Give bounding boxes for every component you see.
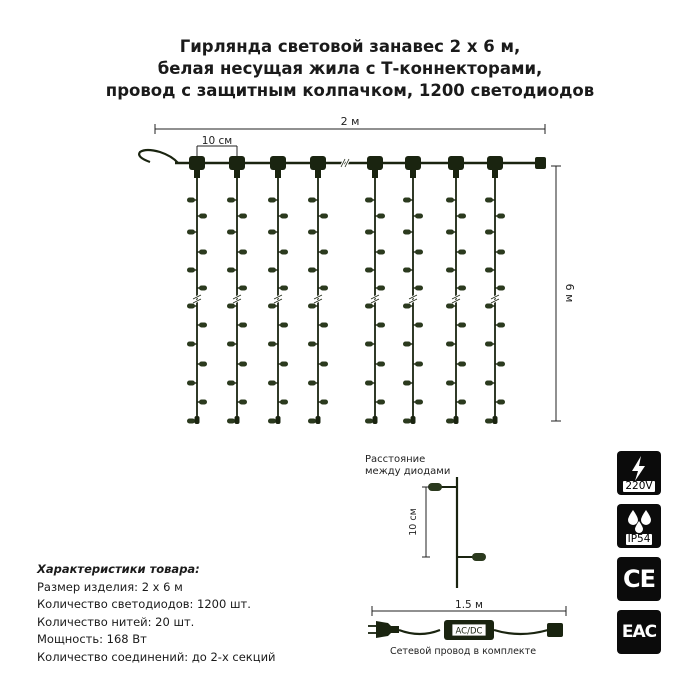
led bbox=[227, 268, 235, 273]
led bbox=[239, 362, 247, 367]
led bbox=[239, 286, 247, 291]
led bbox=[377, 286, 385, 291]
led bbox=[377, 362, 385, 367]
led bbox=[446, 268, 454, 273]
led bbox=[308, 230, 316, 235]
led bbox=[187, 304, 195, 309]
strand bbox=[227, 156, 247, 424]
detail-caption-line2: между диодами bbox=[365, 466, 451, 477]
title-line-2: белая несущая жила с Т-коннекторами, bbox=[157, 59, 543, 78]
height-label: 6 м bbox=[563, 283, 576, 303]
led-spacing-detail bbox=[422, 477, 486, 588]
led bbox=[199, 362, 207, 367]
led bbox=[446, 342, 454, 347]
led bbox=[239, 400, 247, 405]
end-cap bbox=[235, 416, 240, 424]
led bbox=[199, 286, 207, 291]
led bbox=[268, 381, 276, 386]
t-connector bbox=[367, 156, 383, 170]
led bbox=[497, 214, 505, 219]
voltage-label: 220V bbox=[625, 480, 653, 492]
led-strands bbox=[187, 156, 505, 424]
led bbox=[377, 214, 385, 219]
led bbox=[458, 323, 466, 328]
led bbox=[320, 400, 328, 405]
led bbox=[280, 323, 288, 328]
led bbox=[268, 304, 276, 309]
adapter-label: AC/DC bbox=[455, 626, 483, 637]
led bbox=[187, 230, 195, 235]
led bbox=[365, 268, 373, 273]
led bbox=[239, 250, 247, 255]
led bbox=[485, 230, 493, 235]
led bbox=[227, 198, 235, 203]
led bbox=[320, 286, 328, 291]
led bbox=[415, 362, 423, 367]
ce-badge bbox=[617, 557, 661, 601]
end-cap bbox=[454, 416, 459, 424]
led bbox=[320, 214, 328, 219]
led bbox=[308, 198, 316, 203]
led bbox=[415, 400, 423, 405]
spec-connections: Количество соединений: до 2-х секций bbox=[37, 649, 276, 664]
led bbox=[403, 198, 411, 203]
t-connector bbox=[487, 156, 503, 170]
led bbox=[497, 400, 505, 405]
led bbox=[239, 323, 247, 328]
led bbox=[458, 286, 466, 291]
strand bbox=[187, 156, 207, 424]
led bbox=[280, 400, 288, 405]
led bbox=[415, 250, 423, 255]
height-dimension bbox=[551, 166, 561, 421]
led bbox=[497, 323, 505, 328]
led bbox=[458, 250, 466, 255]
eac-badge bbox=[617, 610, 661, 654]
strand bbox=[308, 156, 328, 424]
led-spacing-label: 10 см bbox=[408, 508, 419, 536]
led bbox=[403, 381, 411, 386]
led bbox=[199, 214, 207, 219]
led bbox=[497, 362, 505, 367]
eac-mark: EAC bbox=[621, 622, 657, 642]
led bbox=[320, 323, 328, 328]
led bbox=[227, 419, 235, 424]
led bbox=[268, 419, 276, 424]
led bbox=[199, 250, 207, 255]
led bbox=[446, 304, 454, 309]
led bbox=[365, 230, 373, 235]
protection-badge bbox=[617, 504, 661, 548]
led bbox=[187, 381, 195, 386]
led bbox=[320, 250, 328, 255]
t-connector bbox=[229, 156, 245, 170]
led bbox=[446, 419, 454, 424]
led bbox=[403, 419, 411, 424]
led bbox=[187, 198, 195, 203]
led bbox=[227, 304, 235, 309]
t-connector bbox=[448, 156, 464, 170]
end-cap bbox=[276, 416, 281, 424]
led bbox=[458, 362, 466, 367]
led bbox=[199, 323, 207, 328]
led bbox=[377, 323, 385, 328]
led bbox=[497, 250, 505, 255]
strand bbox=[403, 156, 423, 424]
strand bbox=[485, 156, 505, 424]
led bbox=[308, 342, 316, 347]
detail-caption-line1: Расстояние bbox=[365, 454, 426, 465]
end-cap bbox=[373, 416, 378, 424]
led bbox=[187, 419, 195, 424]
led bbox=[187, 268, 195, 273]
led bbox=[497, 286, 505, 291]
width-label: 2 м bbox=[340, 115, 360, 128]
led bbox=[415, 323, 423, 328]
led bbox=[227, 342, 235, 347]
end-cap bbox=[411, 416, 416, 424]
led bbox=[308, 268, 316, 273]
led bbox=[485, 268, 493, 273]
led bbox=[227, 230, 235, 235]
led bbox=[446, 198, 454, 203]
led bbox=[403, 230, 411, 235]
end-cap bbox=[316, 416, 321, 424]
led bbox=[280, 214, 288, 219]
t-connector bbox=[405, 156, 421, 170]
led bbox=[268, 268, 276, 273]
led bbox=[280, 250, 288, 255]
led bbox=[485, 198, 493, 203]
led bbox=[458, 214, 466, 219]
led bbox=[239, 214, 247, 219]
led bbox=[308, 381, 316, 386]
led bbox=[308, 304, 316, 309]
led bbox=[377, 400, 385, 405]
spec-strand-count: Количество нитей: 20 шт. bbox=[37, 614, 195, 629]
led bbox=[227, 381, 235, 386]
spec-led-count: Количество светодиодов: 1200 шт. bbox=[37, 597, 251, 612]
led bbox=[268, 342, 276, 347]
led bbox=[365, 381, 373, 386]
led bbox=[199, 400, 207, 405]
spacing-label: 10 см bbox=[201, 135, 233, 147]
led bbox=[280, 286, 288, 291]
t-connector bbox=[310, 156, 326, 170]
led bbox=[446, 381, 454, 386]
led bbox=[415, 214, 423, 219]
t-connector bbox=[270, 156, 286, 170]
end-cap bbox=[493, 416, 498, 424]
led bbox=[320, 362, 328, 367]
led bbox=[365, 342, 373, 347]
led bbox=[268, 198, 276, 203]
led bbox=[365, 198, 373, 203]
ce-mark: CE bbox=[622, 565, 655, 593]
led bbox=[446, 230, 454, 235]
voltage-badge bbox=[617, 451, 661, 495]
led bbox=[187, 342, 195, 347]
strand bbox=[268, 156, 288, 424]
led bbox=[308, 419, 316, 424]
led bbox=[403, 304, 411, 309]
end-cap bbox=[195, 416, 200, 424]
spec-size: Размер изделия: 2 х 6 м bbox=[37, 579, 183, 594]
led bbox=[485, 304, 493, 309]
led bbox=[365, 419, 373, 424]
led bbox=[485, 381, 493, 386]
led bbox=[365, 304, 373, 309]
led bbox=[377, 250, 385, 255]
led bbox=[485, 419, 493, 424]
specs-header: Характеристики товара: bbox=[37, 562, 200, 576]
power-cord-length: 1.5 м bbox=[455, 599, 483, 611]
strand bbox=[446, 156, 466, 424]
product-specs bbox=[37, 561, 276, 667]
spec-power: Мощность: 168 Вт bbox=[37, 632, 147, 647]
led bbox=[280, 362, 288, 367]
title-line-1: Гирлянда световой занавес 2 х 6 м, bbox=[179, 37, 521, 56]
t-connector bbox=[189, 156, 205, 170]
power-cord-caption: Сетевой провод в комплекте bbox=[389, 646, 537, 657]
led bbox=[485, 342, 493, 347]
led bbox=[403, 268, 411, 273]
strand bbox=[365, 156, 385, 424]
title-line-3: провод с защитным колпачком, 1200 светодиодов bbox=[105, 81, 595, 100]
led bbox=[268, 230, 276, 235]
led bbox=[458, 400, 466, 405]
led bbox=[403, 342, 411, 347]
protection-label: IP54 bbox=[627, 533, 651, 545]
led bbox=[415, 286, 423, 291]
